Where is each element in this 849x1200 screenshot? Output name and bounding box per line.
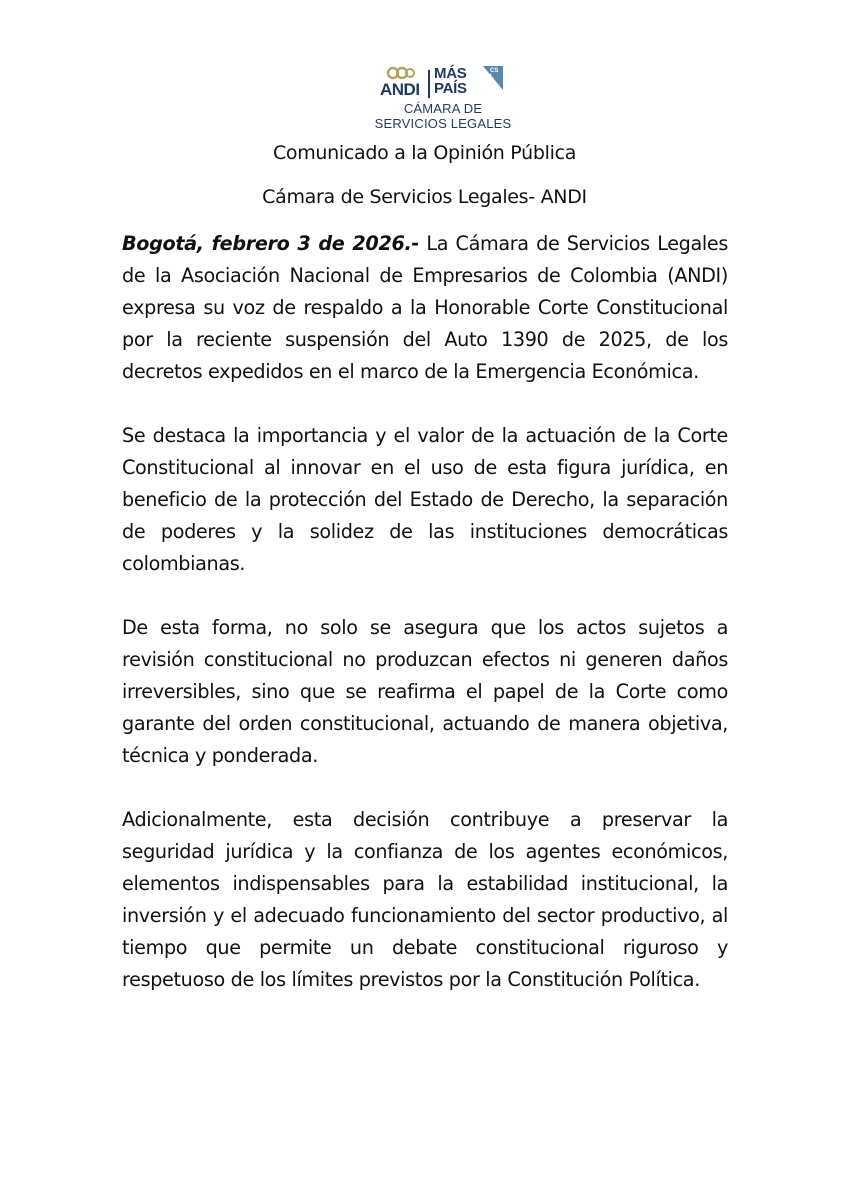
logo-mas-text: MÁS [434,65,467,82]
paragraph-4: Adicionalmente, esta decisión contribuye a preservar la seguridad jurídica y la confianza de los agentes económicos, elementos indispensables para la estabilidad institucional, la inversión y el adecuado funcionamiento del sector productivo, al tiempo que permite un debate constitucional riguroso y respetuoso de los límites previstos por la Constitución Política. [122,808,728,991]
logo-subtitle-line1: CÁMARA DE [403,101,483,116]
logo-pais-text: PAÍS [434,80,467,97]
paragraph-1-lead: Bogotá, febrero 3 de 2026.- [122,232,419,255]
paragraph-2: Se destaca la importancia y el valor de la actuación de la Corte Constitucional al innovar en el uso de esta figura jurídica, en beneficio de la protección del Estado de Derecho, la separación de poderes y la solidez de las instituciones democráticas colombianas. [122,424,728,575]
paragraph-1-text: La Cámara de Servicios Legales de la Asociación Nacional de Empresarios de Colombia (ANDI) expresa su voz de respaldo a la Honorable Corte Constitucional por la reciente suspensión del Auto 1390 de 2025, de los decretos expedidos en el marco de la Emergencia Económica. [122,232,729,383]
paragraph-3: De esta forma, no solo se asegura que los actos sujetos a revisión constitucional no produzcan efectos ni generen daños irreversibles, sino que se reafirma el papel de la Corte como garante del orden constitucional, actuando de manera objetiva, técnica y ponderada. [122,616,728,767]
logo-andi-text: ANDI [380,80,420,99]
andi-mas-pais-logo [374,54,512,134]
logo-csl-text: CSL [490,68,499,80]
document-body [122,228,728,1028]
document-subtitle: Cámara de Servicios Legales- ANDI [262,186,587,208]
logo-row [378,66,508,100]
paragraph-1 [122,228,728,388]
logo-subtitle-line2: SERVICIOS LEGALES [374,116,512,131]
andi-infinity-icon [384,66,418,80]
document-title: Comunicado a la Opinión Pública [272,142,577,164]
logo-divider [428,70,430,98]
